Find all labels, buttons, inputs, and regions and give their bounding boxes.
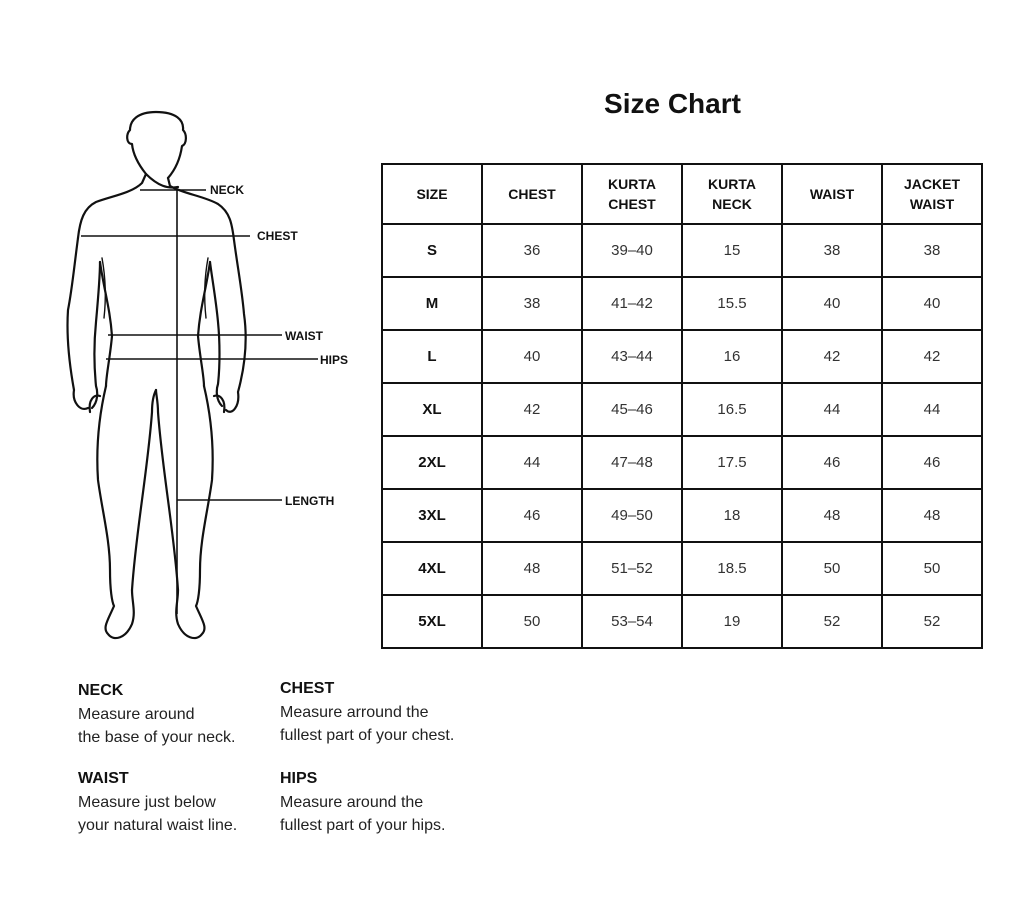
size-table-body [382,224,982,648]
table-cell: 45–46 [582,383,682,436]
right-leg-outer [176,386,212,638]
table-cell: 53–54 [582,595,682,648]
table-cell: 50 [882,542,982,595]
table-row [382,436,982,489]
guide-waist-line2: your natural waist line. [78,817,238,834]
guide-chest [280,680,454,747]
left-arm-inner [92,262,100,408]
column-header: JACKET WAIST [882,164,982,224]
table-cell: 43–44 [582,330,682,383]
table-cell: 48 [482,542,582,595]
table-row [382,277,982,330]
guide-hips-line2: fullest part of your hips. [280,817,446,834]
table-row [382,224,982,277]
left-leg-inner [132,390,156,590]
table-cell: 16 [682,330,782,383]
guide-chest-line2: fullest part of your chest. [280,727,455,744]
size-cell: M [382,277,482,330]
table-cell: 48 [782,489,882,542]
table-cell: 46 [882,436,982,489]
length-label: LENGTH [285,494,335,508]
left-leg-outer [97,386,133,638]
table-cell: 18.5 [682,542,782,595]
table-row [382,489,982,542]
table-cell: 46 [782,436,882,489]
table-cell: 40 [482,330,582,383]
guide-neck-line1: Measure around [78,706,195,723]
table-cell: 50 [482,595,582,648]
guide-chest-line1: Measure arround the [280,704,429,721]
table-cell: 16.5 [682,383,782,436]
right-leg-inner [156,390,178,590]
size-cell: 5XL [382,595,482,648]
table-cell: 36 [482,224,582,277]
table-cell: 42 [782,330,882,383]
table-row [382,595,982,648]
guide-chest-title: CHEST [280,680,335,697]
guide-hips-title: HIPS [280,770,318,787]
table-cell: 17.5 [682,436,782,489]
table-cell: 40 [782,277,882,330]
right-torso [198,262,210,386]
table-cell: 42 [482,383,582,436]
table-cell: 49–50 [582,489,682,542]
guide-neck-line2: the base of your neck. [78,729,236,746]
table-cell: 52 [882,595,982,648]
hips-label: HIPS [320,353,349,367]
guide-waist-line1: Measure just below [78,794,216,811]
table-cell: 40 [882,277,982,330]
table-row [382,542,982,595]
table-cell: 18 [682,489,782,542]
table-cell: 15.5 [682,277,782,330]
guide-waist [78,770,237,837]
table-cell: 48 [882,489,982,542]
table-cell: 50 [782,542,882,595]
chest-label: CHEST [257,229,298,243]
column-header: KURTA NECK [682,164,782,224]
size-cell: L [382,330,482,383]
table-cell: 44 [782,383,882,436]
table-cell: 38 [882,224,982,277]
waist-label: WAIST [285,329,323,343]
guide-hips [280,770,445,837]
size-cell: 3XL [382,489,482,542]
table-cell: 42 [882,330,982,383]
guide-hips-line1: Measure around the [280,794,424,811]
left-arm-outer [67,238,88,409]
size-cell: XL [382,383,482,436]
size-table [381,163,983,649]
table-cell: 19 [682,595,782,648]
guide-waist-title: WAIST [78,770,129,787]
body-measurement-figure [0,90,370,660]
right-arm-outer [226,240,246,412]
table-cell: 46 [482,489,582,542]
table-row [382,330,982,383]
page-title: Size Chart [604,88,741,119]
table-cell: 39–40 [582,224,682,277]
table-cell: 44 [882,383,982,436]
head-outline [127,112,186,188]
right-arm-inner [210,262,222,406]
table-cell: 15 [682,224,782,277]
table-cell: 52 [782,595,882,648]
column-header: CHEST [482,164,582,224]
guide-neck-title: NECK [78,682,124,699]
size-cell: 2XL [382,436,482,489]
size-cell: 4XL [382,542,482,595]
table-cell: 47–48 [582,436,682,489]
table-row [382,383,982,436]
table-cell: 51–52 [582,542,682,595]
size-cell: S [382,224,482,277]
measure-lines [81,190,318,614]
neck-label: NECK [210,183,245,197]
column-header: KURTA CHEST [582,164,682,224]
column-header: SIZE [382,164,482,224]
table-cell: 38 [482,277,582,330]
table-cell: 38 [782,224,882,277]
left-shoulder [78,174,146,238]
column-header: WAIST [782,164,882,224]
guide-neck [78,682,235,749]
left-torso [100,262,112,386]
table-cell: 41–42 [582,277,682,330]
table-header-row [382,164,982,224]
table-cell: 44 [482,436,582,489]
